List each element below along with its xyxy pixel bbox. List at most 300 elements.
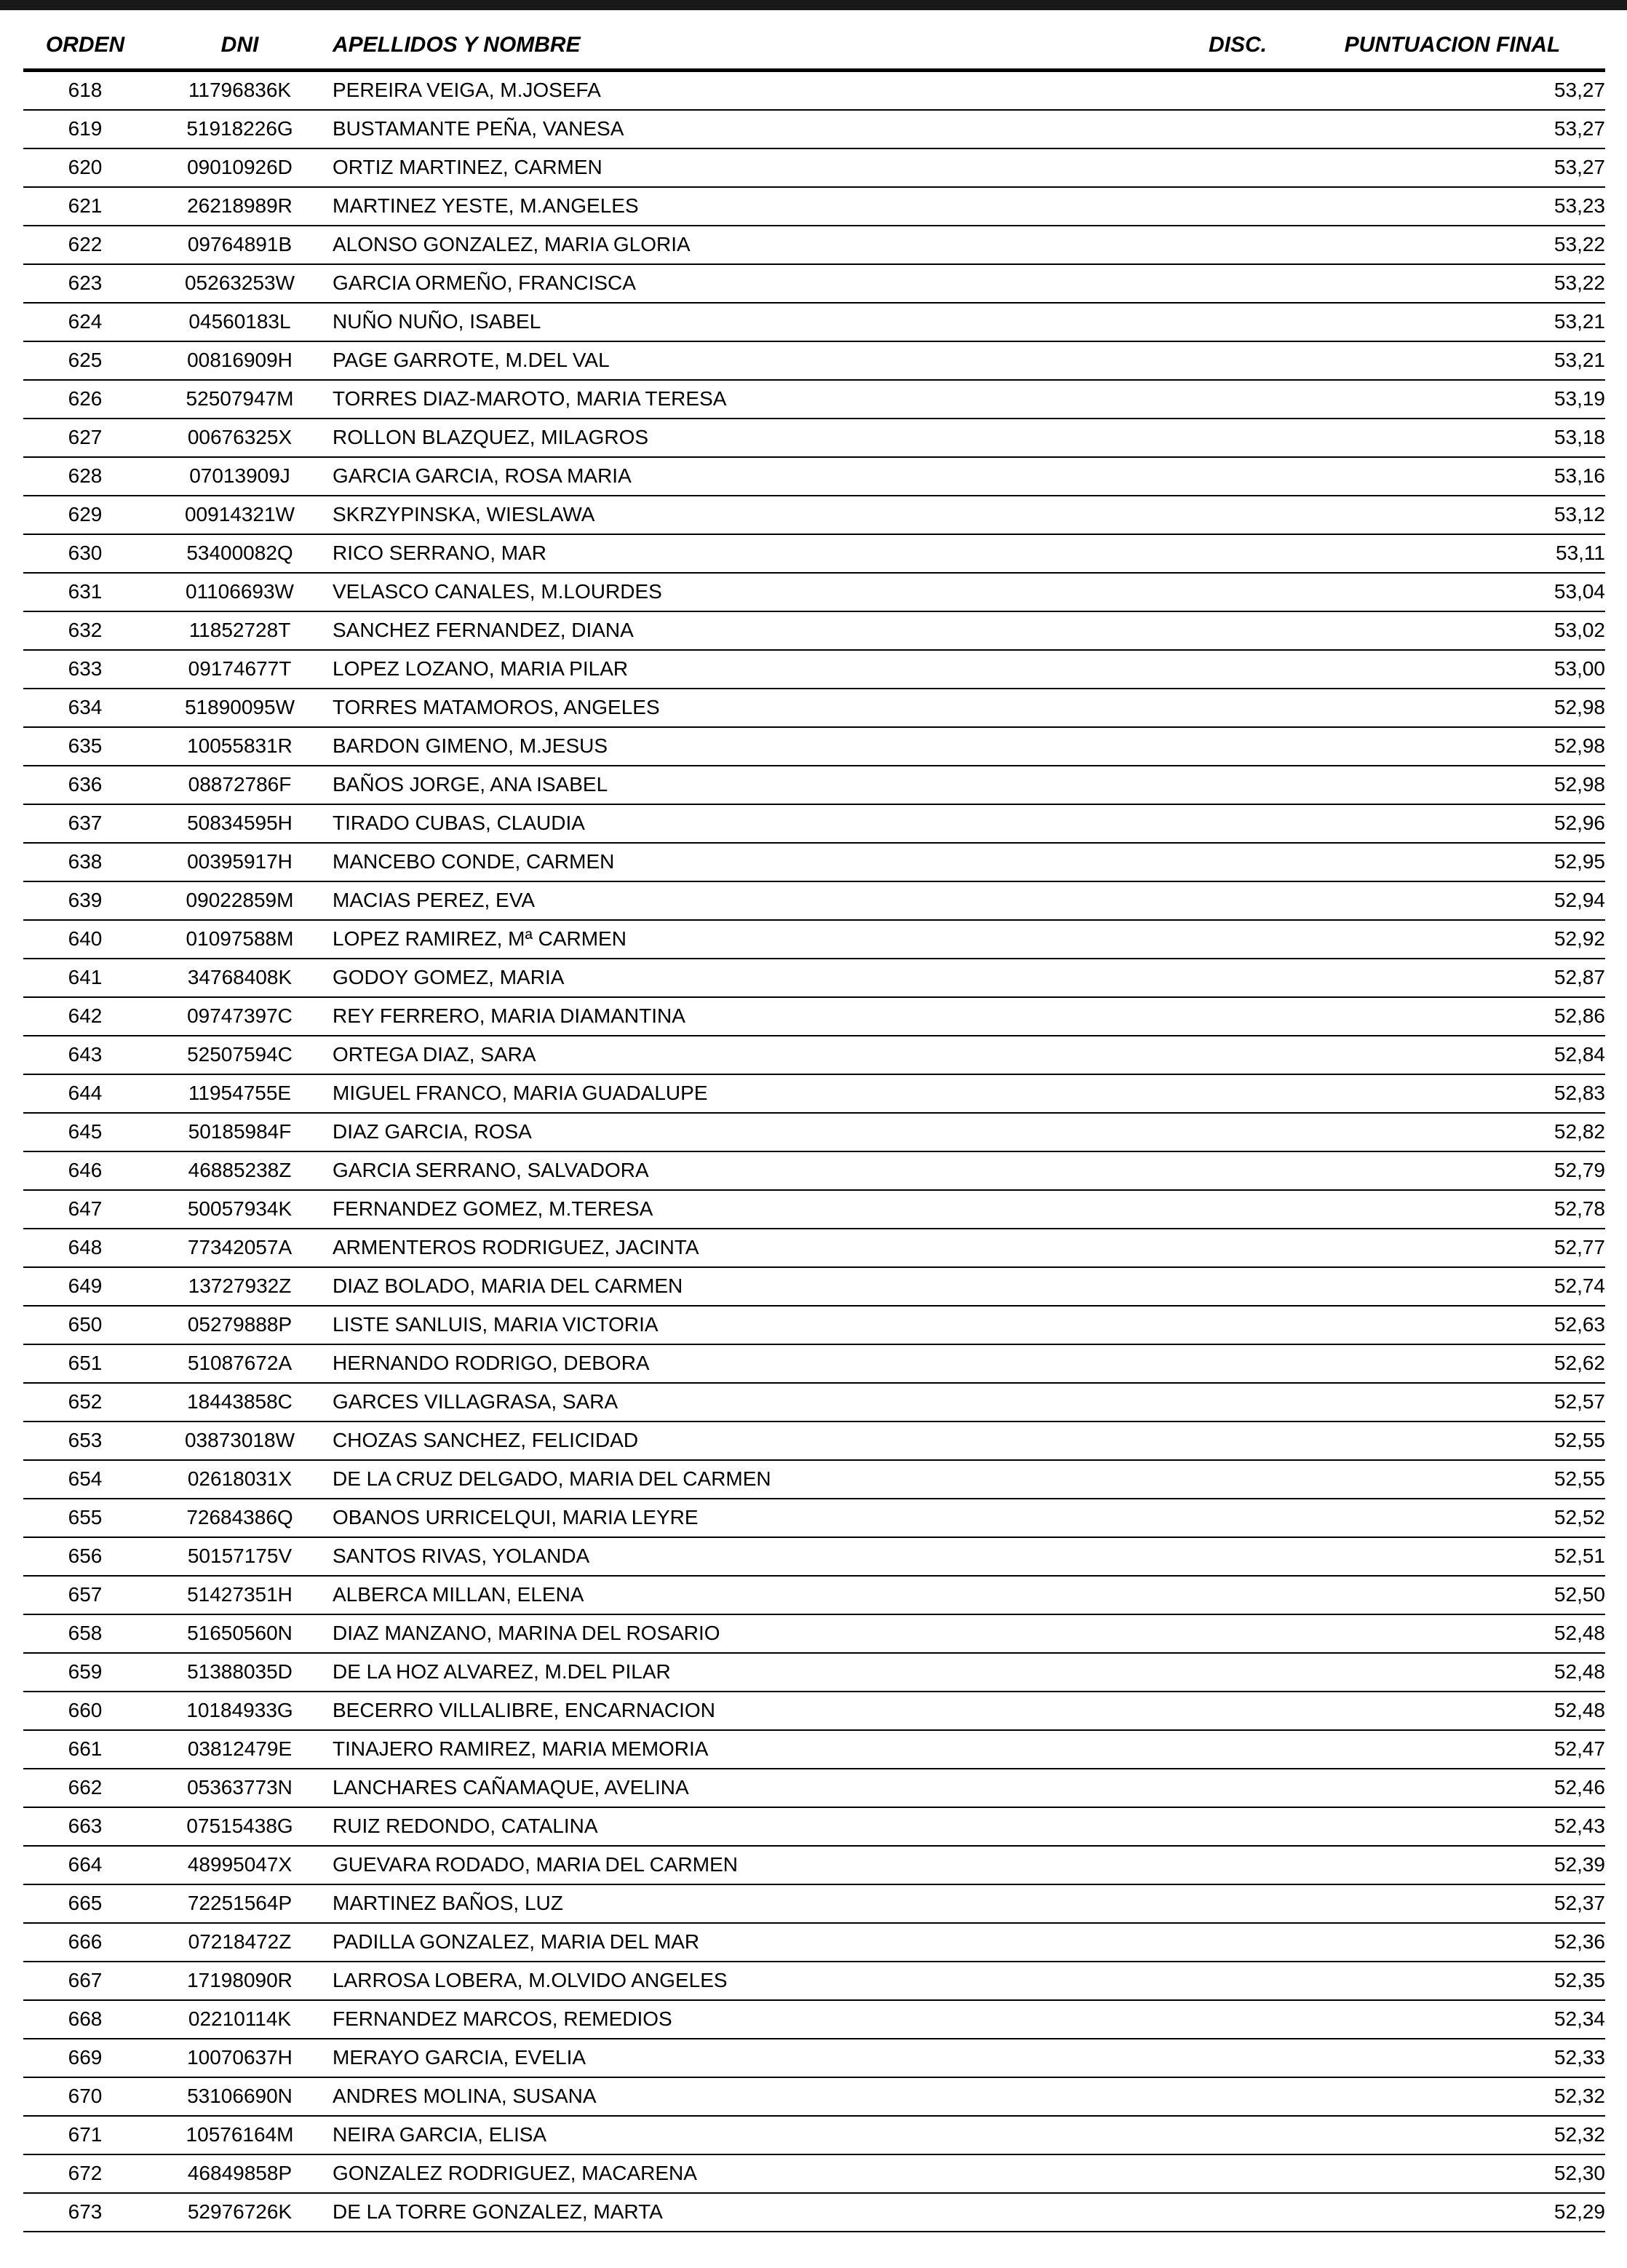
table-row [23, 881, 1605, 920]
cell-orden: 657 [23, 1576, 147, 1614]
cell-disc [1176, 997, 1300, 1036]
cell-puntuacion: 52,95 [1300, 843, 1605, 881]
cell-orden: 668 [23, 2000, 147, 2039]
cell-nombre: GARCIA SERRANO, SALVADORA [333, 1151, 1176, 1190]
cell-disc [1176, 1846, 1300, 1884]
cell-orden: 667 [23, 1962, 147, 2000]
cell-nombre: NUÑO NUÑO, ISABEL [333, 303, 1176, 341]
cell-orden: 652 [23, 1383, 147, 1422]
table-row [23, 1884, 1605, 1923]
table-row [23, 1229, 1605, 1267]
cell-disc [1176, 1653, 1300, 1692]
cell-dni: 09764891B [147, 226, 333, 264]
table-row [23, 1499, 1605, 1537]
cell-puntuacion: 52,77 [1300, 1229, 1605, 1267]
cell-nombre: PAGE GARROTE, M.DEL VAL [333, 341, 1176, 380]
cell-disc [1176, 2193, 1300, 2232]
cell-puntuacion: 53,11 [1300, 534, 1605, 573]
cell-orden: 653 [23, 1422, 147, 1460]
cell-orden: 623 [23, 264, 147, 303]
cell-puntuacion: 52,98 [1300, 727, 1605, 766]
cell-nombre: OBANOS URRICELQUI, MARIA LEYRE [333, 1499, 1176, 1537]
cell-disc [1176, 1190, 1300, 1229]
cell-disc [1176, 1267, 1300, 1306]
cell-orden: 646 [23, 1151, 147, 1190]
cell-puntuacion: 52,30 [1300, 2154, 1605, 2193]
cell-dni: 50185984F [147, 1113, 333, 1151]
cell-disc [1176, 226, 1300, 264]
cell-puntuacion: 52,51 [1300, 1537, 1605, 1576]
cell-disc [1176, 2000, 1300, 2039]
column-header-dni: DNI [147, 25, 333, 71]
cell-disc [1176, 2039, 1300, 2077]
cell-nombre: TIRADO CUBAS, CLAUDIA [333, 804, 1176, 843]
table-row [23, 959, 1605, 997]
cell-orden: 664 [23, 1846, 147, 1884]
cell-disc [1176, 727, 1300, 766]
cell-nombre: BECERRO VILLALIBRE, ENCARNACION [333, 1692, 1176, 1730]
table-row [23, 1846, 1605, 1884]
cell-disc [1176, 650, 1300, 689]
cell-disc [1176, 881, 1300, 920]
cell-orden: 669 [23, 2039, 147, 2077]
cell-orden: 649 [23, 1267, 147, 1306]
cell-orden: 621 [23, 187, 147, 226]
cell-orden: 626 [23, 380, 147, 419]
cell-puntuacion: 52,86 [1300, 997, 1605, 1036]
cell-disc [1176, 1576, 1300, 1614]
table-row [23, 1460, 1605, 1499]
cell-disc [1176, 1537, 1300, 1576]
cell-puntuacion: 52,36 [1300, 1923, 1605, 1962]
cell-orden: 634 [23, 689, 147, 727]
table-row [23, 303, 1605, 341]
cell-puntuacion: 53,21 [1300, 303, 1605, 341]
cell-dni: 09022859M [147, 881, 333, 920]
cell-disc [1176, 264, 1300, 303]
cell-dni: 51427351H [147, 1576, 333, 1614]
cell-orden: 625 [23, 341, 147, 380]
cell-nombre: ROLLON BLAZQUEZ, MILAGROS [333, 419, 1176, 457]
column-header-orden: ORDEN [23, 25, 147, 71]
cell-dni: 51087672A [147, 1344, 333, 1383]
cell-puntuacion: 53,21 [1300, 341, 1605, 380]
cell-disc [1176, 1692, 1300, 1730]
cell-nombre: LOPEZ RAMIREZ, Mª CARMEN [333, 920, 1176, 959]
cell-disc [1176, 2077, 1300, 2116]
cell-dni: 26218989R [147, 187, 333, 226]
cell-disc [1176, 766, 1300, 804]
cell-nombre: BARDON GIMENO, M.JESUS [333, 727, 1176, 766]
cell-disc [1176, 419, 1300, 457]
cell-orden: 620 [23, 148, 147, 187]
table-row [23, 457, 1605, 496]
cell-nombre: HERNANDO RODRIGO, DEBORA [333, 1344, 1176, 1383]
cell-puntuacion: 52,52 [1300, 1499, 1605, 1537]
cell-disc [1176, 1884, 1300, 1923]
table-row [23, 1344, 1605, 1383]
table-row [23, 1074, 1605, 1113]
cell-dni: 10055831R [147, 727, 333, 766]
cell-nombre: SKRZYPINSKA, WIESLAWA [333, 496, 1176, 534]
cell-disc [1176, 341, 1300, 380]
table-row [23, 997, 1605, 1036]
cell-puntuacion: 52,79 [1300, 1151, 1605, 1190]
table-row [23, 611, 1605, 650]
cell-disc [1176, 1460, 1300, 1499]
cell-dni: 01097588M [147, 920, 333, 959]
table-row [23, 1383, 1605, 1422]
cell-nombre: DIAZ GARCIA, ROSA [333, 1113, 1176, 1151]
cell-orden: 630 [23, 534, 147, 573]
cell-dni: 09010926D [147, 148, 333, 187]
table-row [23, 1769, 1605, 1807]
table-row [23, 573, 1605, 611]
table-row [23, 1113, 1605, 1151]
cell-orden: 672 [23, 2154, 147, 2193]
table-row [23, 496, 1605, 534]
cell-disc [1176, 611, 1300, 650]
cell-dni: 07515438G [147, 1807, 333, 1846]
table-row [23, 1692, 1605, 1730]
cell-orden: 655 [23, 1499, 147, 1537]
cell-orden: 661 [23, 1730, 147, 1769]
cell-orden: 632 [23, 611, 147, 650]
table-row [23, 341, 1605, 380]
cell-dni: 51890095W [147, 689, 333, 727]
cell-nombre: MARTINEZ BAÑOS, LUZ [333, 1884, 1176, 1923]
cell-puntuacion: 52,98 [1300, 689, 1605, 727]
cell-nombre: GODOY GOMEZ, MARIA [333, 959, 1176, 997]
cell-dni: 03873018W [147, 1422, 333, 1460]
cell-dni: 03812479E [147, 1730, 333, 1769]
cell-dni: 53106690N [147, 2077, 333, 2116]
cell-orden: 645 [23, 1113, 147, 1151]
cell-nombre: SANTOS RIVAS, YOLANDA [333, 1537, 1176, 1576]
table-row [23, 2000, 1605, 2039]
results-table [23, 25, 1605, 2232]
cell-puntuacion: 52,48 [1300, 1692, 1605, 1730]
cell-orden: 624 [23, 303, 147, 341]
cell-nombre: DIAZ BOLADO, MARIA DEL CARMEN [333, 1267, 1176, 1306]
cell-dni: 00395917H [147, 843, 333, 881]
cell-nombre: MANCEBO CONDE, CARMEN [333, 843, 1176, 881]
cell-nombre: GARCES VILLAGRASA, SARA [333, 1383, 1176, 1422]
table-row [23, 71, 1605, 111]
cell-orden: 663 [23, 1807, 147, 1846]
cell-puntuacion: 52,32 [1300, 2077, 1605, 2116]
cell-puntuacion: 53,04 [1300, 573, 1605, 611]
table-row [23, 1962, 1605, 2000]
cell-dni: 10576164M [147, 2116, 333, 2154]
cell-nombre: ALONSO GONZALEZ, MARIA GLORIA [333, 226, 1176, 264]
cell-orden: 647 [23, 1190, 147, 1229]
cell-nombre: DIAZ MANZANO, MARINA DEL ROSARIO [333, 1614, 1176, 1653]
cell-nombre: FERNANDEZ MARCOS, REMEDIOS [333, 2000, 1176, 2039]
table-row [23, 1923, 1605, 1962]
cell-nombre: MERAYO GARCIA, EVELIA [333, 2039, 1176, 2077]
cell-dni: 05279888P [147, 1306, 333, 1344]
table-row [23, 1267, 1605, 1306]
cell-disc [1176, 534, 1300, 573]
cell-nombre: TORRES DIAZ-MAROTO, MARIA TERESA [333, 380, 1176, 419]
cell-dni: 34768408K [147, 959, 333, 997]
cell-nombre: MACIAS PEREZ, EVA [333, 881, 1176, 920]
cell-dni: 08872786F [147, 766, 333, 804]
table-row [23, 1807, 1605, 1846]
cell-puntuacion: 53,23 [1300, 187, 1605, 226]
cell-dni: 07013909J [147, 457, 333, 496]
cell-dni: 07218472Z [147, 1923, 333, 1962]
cell-orden: 654 [23, 1460, 147, 1499]
cell-dni: 72684386Q [147, 1499, 333, 1537]
cell-orden: 662 [23, 1769, 147, 1807]
cell-puntuacion: 52,34 [1300, 2000, 1605, 2039]
cell-nombre: FERNANDEZ GOMEZ, M.TERESA [333, 1190, 1176, 1229]
table-row [23, 2077, 1605, 2116]
cell-disc [1176, 1769, 1300, 1807]
cell-orden: 643 [23, 1036, 147, 1074]
cell-puntuacion: 52,47 [1300, 1730, 1605, 1769]
cell-dni: 05363773N [147, 1769, 333, 1807]
cell-nombre: GARCIA ORMEÑO, FRANCISCA [333, 264, 1176, 303]
cell-disc [1176, 1730, 1300, 1769]
cell-puntuacion: 53,19 [1300, 380, 1605, 419]
cell-nombre: TINAJERO RAMIREZ, MARIA MEMORIA [333, 1730, 1176, 1769]
cell-puntuacion: 53,22 [1300, 226, 1605, 264]
cell-puntuacion: 53,02 [1300, 611, 1605, 650]
cell-orden: 658 [23, 1614, 147, 1653]
cell-dni: 51388035D [147, 1653, 333, 1692]
cell-orden: 656 [23, 1537, 147, 1576]
cell-orden: 622 [23, 226, 147, 264]
cell-puntuacion: 53,12 [1300, 496, 1605, 534]
cell-dni: 46849858P [147, 2154, 333, 2193]
cell-orden: 648 [23, 1229, 147, 1267]
cell-orden: 640 [23, 920, 147, 959]
table-row [23, 419, 1605, 457]
table-row [23, 110, 1605, 148]
cell-dni: 53400082Q [147, 534, 333, 573]
cell-dni: 50834595H [147, 804, 333, 843]
cell-dni: 17198090R [147, 1962, 333, 2000]
cell-orden: 633 [23, 650, 147, 689]
cell-nombre: CHOZAS SANCHEZ, FELICIDAD [333, 1422, 1176, 1460]
cell-orden: 641 [23, 959, 147, 997]
cell-disc [1176, 804, 1300, 843]
cell-disc [1176, 1151, 1300, 1190]
column-header-nombre: APELLIDOS Y NOMBRE [333, 25, 1176, 71]
cell-dni: 10070637H [147, 2039, 333, 2077]
cell-disc [1176, 2116, 1300, 2154]
cell-nombre: BAÑOS JORGE, ANA ISABEL [333, 766, 1176, 804]
cell-puntuacion: 52,82 [1300, 1113, 1605, 1151]
cell-puntuacion: 53,27 [1300, 110, 1605, 148]
cell-orden: 635 [23, 727, 147, 766]
cell-disc [1176, 1807, 1300, 1846]
cell-nombre: VELASCO CANALES, M.LOURDES [333, 573, 1176, 611]
cell-dni: 04560183L [147, 303, 333, 341]
cell-orden: 636 [23, 766, 147, 804]
cell-nombre: ORTIZ MARTINEZ, CARMEN [333, 148, 1176, 187]
page-top-bar [0, 0, 1627, 10]
cell-dni: 77342057A [147, 1229, 333, 1267]
cell-puntuacion: 52,96 [1300, 804, 1605, 843]
cell-nombre: DE LA CRUZ DELGADO, MARIA DEL CARMEN [333, 1460, 1176, 1499]
cell-dni: 02618031X [147, 1460, 333, 1499]
cell-orden: 637 [23, 804, 147, 843]
table-row [23, 2116, 1605, 2154]
cell-puntuacion: 52,94 [1300, 881, 1605, 920]
cell-puntuacion: 52,63 [1300, 1306, 1605, 1344]
cell-disc [1176, 187, 1300, 226]
cell-puntuacion: 53,00 [1300, 650, 1605, 689]
cell-orden: 619 [23, 110, 147, 148]
cell-nombre: TORRES MATAMOROS, ANGELES [333, 689, 1176, 727]
cell-puntuacion: 52,29 [1300, 2193, 1605, 2232]
table-row [23, 264, 1605, 303]
cell-dni: 01106693W [147, 573, 333, 611]
cell-disc [1176, 457, 1300, 496]
cell-disc [1176, 1074, 1300, 1113]
cell-puntuacion: 52,62 [1300, 1344, 1605, 1383]
cell-nombre: SANCHEZ FERNANDEZ, DIANA [333, 611, 1176, 650]
table-row [23, 2039, 1605, 2077]
cell-dni: 10184933G [147, 1692, 333, 1730]
table-header-row [23, 25, 1605, 71]
cell-dni: 00914321W [147, 496, 333, 534]
table-row [23, 1537, 1605, 1576]
cell-orden: 650 [23, 1306, 147, 1344]
table-row [23, 148, 1605, 187]
cell-puntuacion: 52,50 [1300, 1576, 1605, 1614]
cell-dni: 18443858C [147, 1383, 333, 1422]
cell-nombre: GONZALEZ RODRIGUEZ, MACARENA [333, 2154, 1176, 2193]
cell-nombre: ORTEGA DIAZ, SARA [333, 1036, 1176, 1074]
cell-orden: 644 [23, 1074, 147, 1113]
cell-puntuacion: 53,22 [1300, 264, 1605, 303]
cell-nombre: RUIZ REDONDO, CATALINA [333, 1807, 1176, 1846]
cell-nombre: LARROSA LOBERA, M.OLVIDO ANGELES [333, 1962, 1176, 2000]
table-row [23, 804, 1605, 843]
cell-disc [1176, 380, 1300, 419]
table-row [23, 187, 1605, 226]
cell-dni: 51650560N [147, 1614, 333, 1653]
cell-puntuacion: 52,78 [1300, 1190, 1605, 1229]
cell-disc [1176, 1614, 1300, 1653]
table-row [23, 920, 1605, 959]
cell-nombre: DE LA HOZ ALVAREZ, M.DEL PILAR [333, 1653, 1176, 1692]
cell-orden: 631 [23, 573, 147, 611]
cell-nombre: ALBERCA MILLAN, ELENA [333, 1576, 1176, 1614]
cell-puntuacion: 52,84 [1300, 1036, 1605, 1074]
cell-disc [1176, 496, 1300, 534]
cell-disc [1176, 920, 1300, 959]
cell-orden: 666 [23, 1923, 147, 1962]
cell-orden: 618 [23, 71, 147, 111]
cell-dni: 11796836K [147, 71, 333, 111]
cell-disc [1176, 959, 1300, 997]
cell-puntuacion: 52,87 [1300, 959, 1605, 997]
table-row [23, 2193, 1605, 2232]
cell-disc [1176, 148, 1300, 187]
table-row [23, 689, 1605, 727]
cell-orden: 642 [23, 997, 147, 1036]
cell-disc [1176, 1229, 1300, 1267]
cell-puntuacion: 52,74 [1300, 1267, 1605, 1306]
cell-dni: 72251564P [147, 1884, 333, 1923]
table-row [23, 380, 1605, 419]
column-header-puntuacion: PUNTUACION FINAL [1300, 25, 1605, 71]
cell-dni: 52507594C [147, 1036, 333, 1074]
cell-puntuacion: 52,48 [1300, 1653, 1605, 1692]
results-table-container [23, 25, 1605, 2232]
table-row [23, 1653, 1605, 1692]
cell-puntuacion: 52,98 [1300, 766, 1605, 804]
cell-dni: 09174677T [147, 650, 333, 689]
cell-nombre: ARMENTEROS RODRIGUEZ, JACINTA [333, 1229, 1176, 1267]
cell-puntuacion: 52,48 [1300, 1614, 1605, 1653]
cell-dni: 13727932Z [147, 1267, 333, 1306]
cell-disc [1176, 1306, 1300, 1344]
cell-puntuacion: 52,32 [1300, 2116, 1605, 2154]
cell-disc [1176, 843, 1300, 881]
table-row [23, 1190, 1605, 1229]
cell-nombre: BUSTAMANTE PEÑA, VANESA [333, 110, 1176, 148]
cell-dni: 50057934K [147, 1190, 333, 1229]
cell-disc [1176, 1113, 1300, 1151]
table-row [23, 1576, 1605, 1614]
cell-orden: 665 [23, 1884, 147, 1923]
cell-dni: 52507947M [147, 380, 333, 419]
cell-disc [1176, 71, 1300, 111]
cell-disc [1176, 1383, 1300, 1422]
cell-disc [1176, 1422, 1300, 1460]
cell-disc [1176, 110, 1300, 148]
cell-puntuacion: 52,39 [1300, 1846, 1605, 1884]
cell-disc [1176, 573, 1300, 611]
cell-nombre: LOPEZ LOZANO, MARIA PILAR [333, 650, 1176, 689]
cell-disc [1176, 2154, 1300, 2193]
cell-puntuacion: 52,37 [1300, 1884, 1605, 1923]
cell-dni: 09747397C [147, 997, 333, 1036]
table-row [23, 226, 1605, 264]
table-row [23, 1151, 1605, 1190]
cell-disc [1176, 1344, 1300, 1383]
cell-orden: 660 [23, 1692, 147, 1730]
table-row [23, 1614, 1605, 1653]
cell-puntuacion: 53,27 [1300, 71, 1605, 111]
cell-puntuacion: 52,55 [1300, 1460, 1605, 1499]
cell-puntuacion: 52,55 [1300, 1422, 1605, 1460]
cell-orden: 639 [23, 881, 147, 920]
cell-dni: 48995047X [147, 1846, 333, 1884]
cell-nombre: PEREIRA VEIGA, M.JOSEFA [333, 71, 1176, 111]
cell-nombre: MARTINEZ YESTE, M.ANGELES [333, 187, 1176, 226]
cell-puntuacion: 52,83 [1300, 1074, 1605, 1113]
cell-nombre: PADILLA GONZALEZ, MARIA DEL MAR [333, 1923, 1176, 1962]
table-row [23, 1730, 1605, 1769]
cell-nombre: RICO SERRANO, MAR [333, 534, 1176, 573]
cell-dni: 11954755E [147, 1074, 333, 1113]
cell-dni: 50157175V [147, 1537, 333, 1576]
cell-puntuacion: 52,35 [1300, 1962, 1605, 2000]
cell-nombre: LISTE SANLUIS, MARIA VICTORIA [333, 1306, 1176, 1344]
cell-dni: 00816909H [147, 341, 333, 380]
cell-puntuacion: 53,27 [1300, 148, 1605, 187]
cell-orden: 659 [23, 1653, 147, 1692]
table-row [23, 727, 1605, 766]
